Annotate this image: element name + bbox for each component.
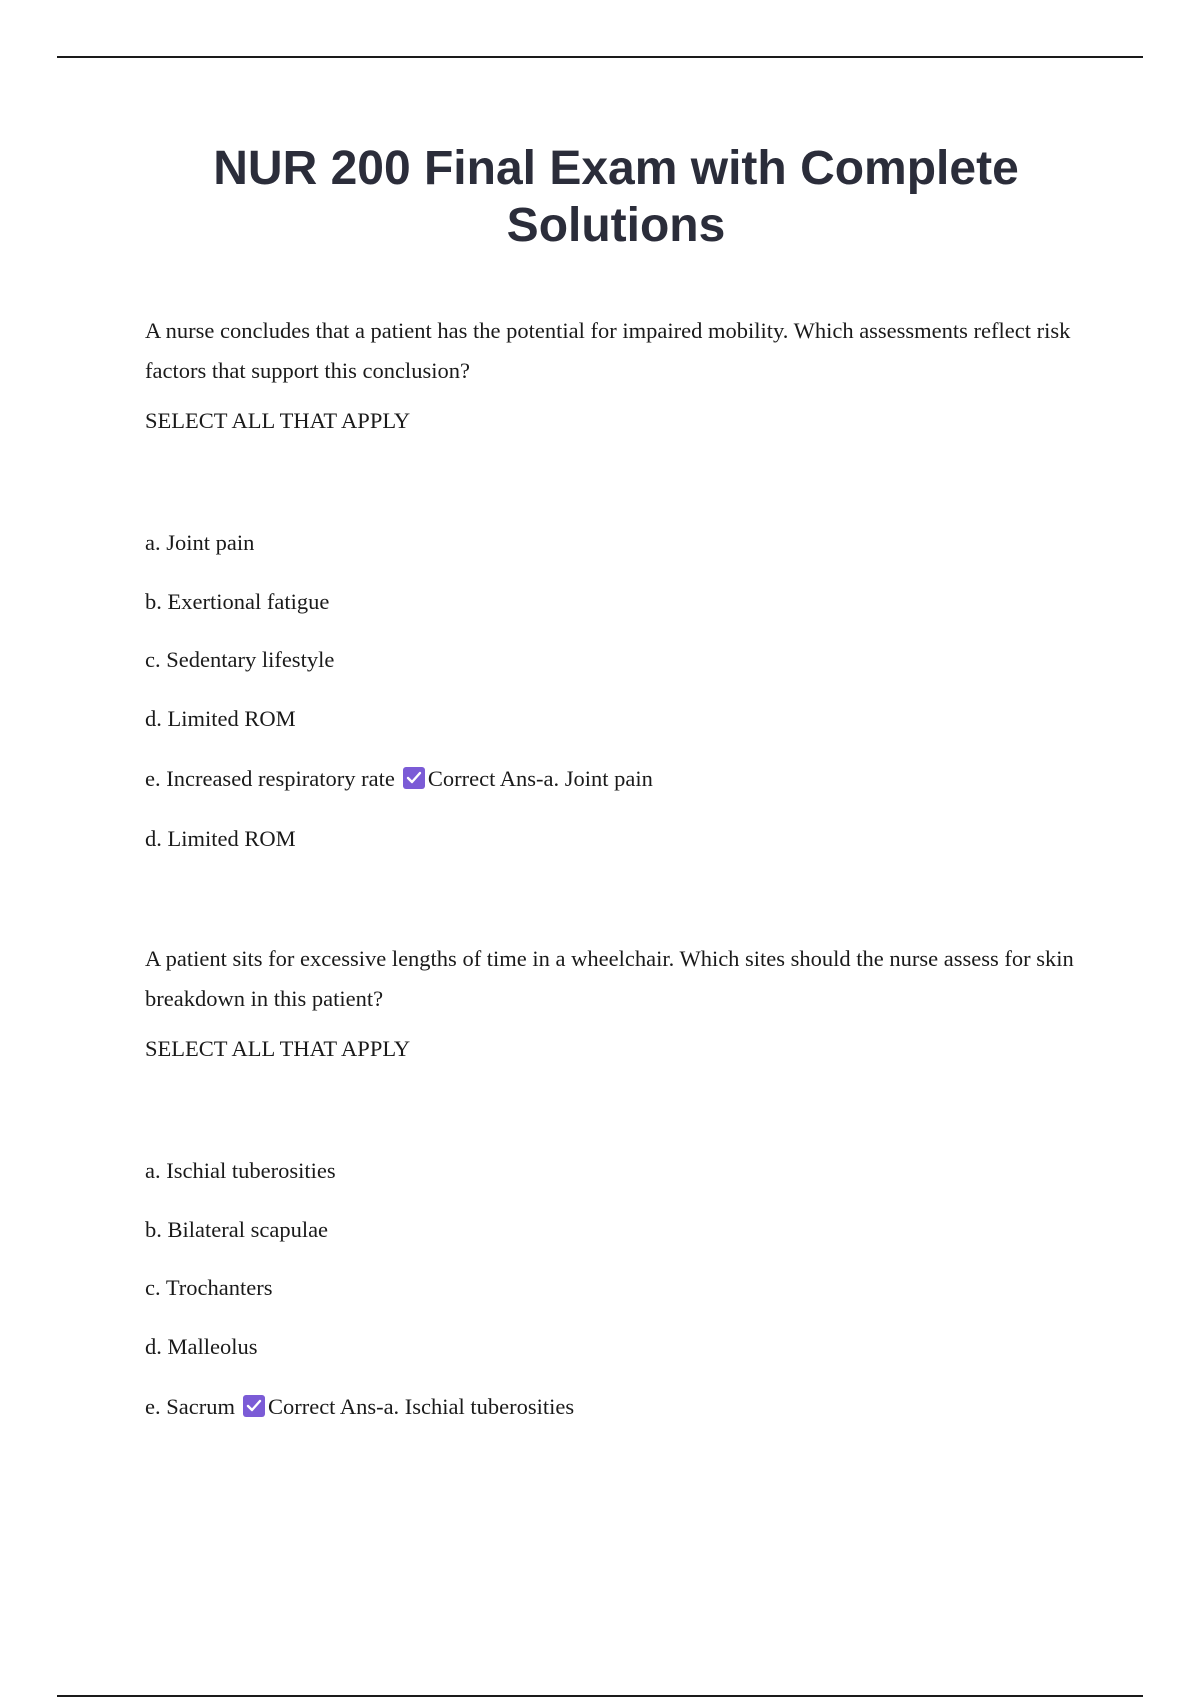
check-box-icon: [243, 1395, 265, 1417]
option-e-with-answer: [145, 1394, 574, 1420]
question-instruction: SELECT ALL THAT APPLY: [145, 408, 411, 433]
answer-extra: d. Limited ROM: [145, 826, 296, 851]
correct-answer: Correct Ans-a. Ischial tuberosities: [267, 1394, 575, 1419]
question-2: [145, 939, 1090, 1062]
option-e: e. Sacrum: [145, 1394, 235, 1419]
top-rule: [57, 56, 1143, 58]
question-instruction: SELECT ALL THAT APPLY: [145, 1036, 411, 1061]
option-a: a. Joint pain: [145, 530, 255, 555]
question-stem: A nurse concludes that a patient has the potential for impaired mobility. Which assessments reflect risk factors that support this conclusion?: [145, 318, 1071, 383]
option-c: c. Trochanters: [145, 1275, 273, 1300]
option-d: d. Limited ROM: [145, 706, 296, 731]
option-e-with-answer: [145, 766, 653, 792]
page-title: NUR 200 Final Exam with Complete Solutions: [213, 142, 1019, 252]
option-b: b. Bilateral scapulae: [145, 1217, 329, 1242]
correct-answer: Correct Ans-a. Joint pain: [427, 766, 653, 791]
bottom-rule: [57, 1695, 1143, 1697]
check-box-icon: [403, 767, 425, 789]
option-e: e. Increased respiratory rate: [145, 766, 395, 791]
option-c: c. Sedentary lifestyle: [145, 647, 335, 672]
option-b: b. Exertional fatigue: [145, 589, 330, 614]
question-stem: A patient sits for excessive lengths of time in a wheelchair. Which sites should the nurse assess for skin breakdown in this patient?: [145, 946, 1074, 1011]
option-d: d. Malleolus: [145, 1334, 258, 1359]
question-1: [145, 311, 1090, 434]
option-a: a. Ischial tuberosities: [145, 1158, 336, 1183]
